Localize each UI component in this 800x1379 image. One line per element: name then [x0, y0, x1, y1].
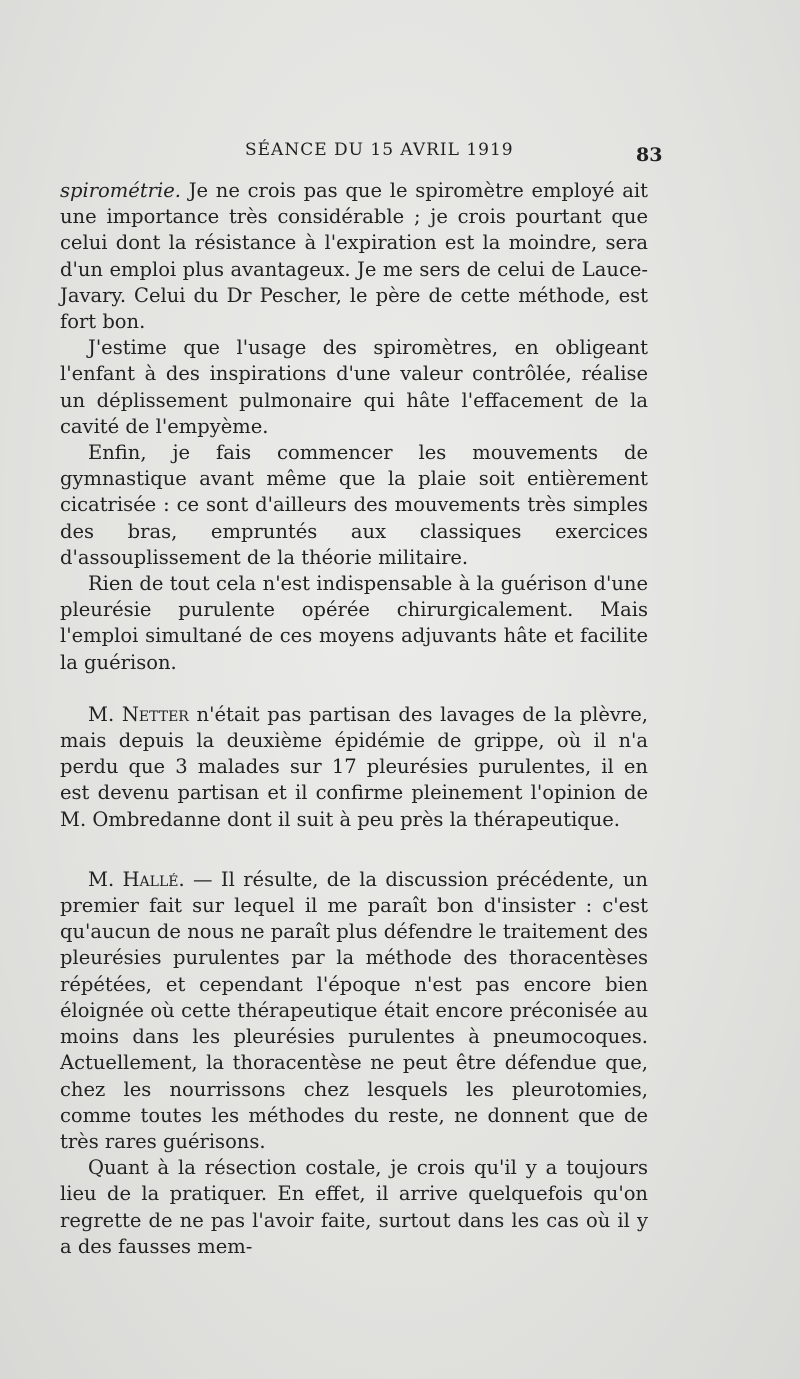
paragraph-netter	[60, 702, 648, 833]
paragraph-4: Rien de tout cela n'est indispensable à la guérison d'une pleurésie purulente opérée chirurgicalement. Mais l'emploi simultané de ces moyens adjuvants hâte et facilite la guérison.	[60, 572, 648, 674]
paragraph-halle	[60, 867, 648, 1155]
paragraph-netter-text: n'était pas partisan des lavages de la plèvre, mais depuis la deuxième épidémie de grippe, où il n'a perdu que 3 malades sur 17 pleurésies purulentes, il en est devenu partisan et il confirme pleinement l'opinion de M. Ombredanne dont il suit à peu près la thérapeutique.	[60, 702, 648, 831]
paragraph-1-text: Je ne crois pas que le spiromètre employé ait une importance très considérable ; je crois pourtant que celui dont la résistance à l'expiration est la moindre, sera d'un emploi plus avantageux. Je me sers de celui de Lauce-Javary. Celui du Dr Pescher, le père de cette méthode, est fort bon.	[60, 179, 648, 334]
paragraph-last: Quant à la résection costale, je crois qu'il y a toujours lieu de la pratiquer. En effet, il arrive quelquefois qu'on regrette de ne pas l'avoir faite, surtout dans les cas où il y a des fausses mem-	[60, 1156, 648, 1258]
speaker-name-halle: Hallé.	[122, 867, 185, 891]
speaker-name-netter: Netter	[121, 702, 189, 726]
speaker-prefix-halle: M.	[88, 867, 123, 891]
paragraph-2: J'estime que l'usage des spiromètres, en obligeant l'enfant à des inspirations d'une valeur contrôlée, réalise un déplissement pulmonaire qui hâte l'effacement de la cavité de l'empyème.	[60, 336, 648, 438]
paragraph-1-lead: spirométrie.	[60, 179, 181, 202]
body-text	[60, 178, 648, 1260]
paragraph-3: Enfin, je fais commencer les mouvements de gymnastique avant même que la plaie soit entièrement cicatrisée : ce sont d'ailleurs des mouvements très simples des bras, empruntés aux classiques exercices d'assouplissement de la théorie militaire.	[60, 441, 648, 569]
speaker-prefix-netter: M.	[88, 702, 122, 726]
paragraph-1	[60, 178, 648, 335]
running-header: SÉANCE DU 15 AVRIL 1919	[245, 140, 514, 160]
paragraph-halle-text: — Il résulte, de la discussion précédente, un premier fait sur lequel il me paraît bon d'insister : c'est qu'aucun de nous ne paraît plus défendre le traitement des pleurésies purulentes par la méthode des thoracentèses répétées, et cependant l'époque n'est pas encore bien éloignée où cette thérapeutique était encore préconisée au moins dans les pleurésies purulentes à pneumocoques. Actuellement, la thoracentèse ne peut être défendue que, chez les nourrissons chez lesquels les pleurotomies, comme toutes les méthodes du reste, ne donnent que de très rares guérisons.	[60, 867, 648, 1153]
page-number: 83	[636, 144, 663, 166]
